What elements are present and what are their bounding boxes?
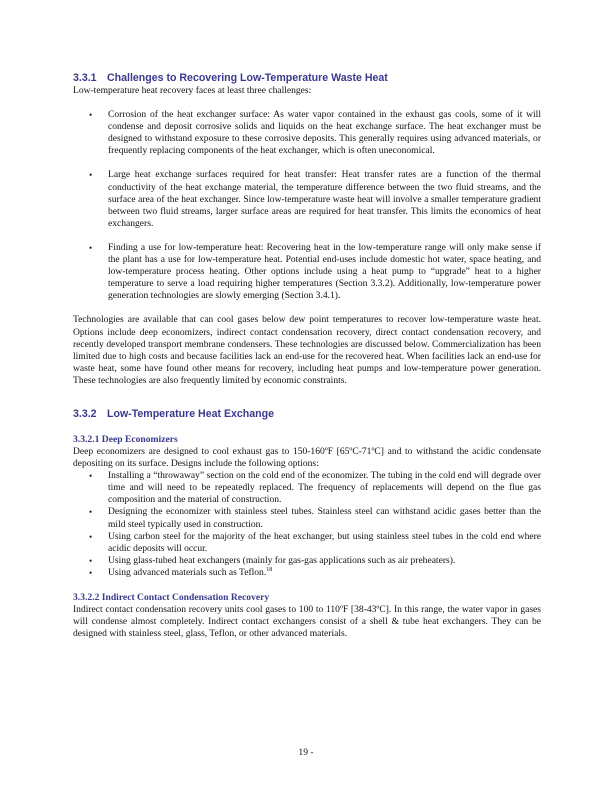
list-item-text: Corrosion of the heat exchanger surface: As water vapor contained in the exhaust gas cools, some of it will condense and deposit corrosive solids and liquids on the heat exchange surface. The heat exchanger must be designed to withstand exposure to these corrosive deposits. This generally requires using advanced materials, or frequently replacing components of the heat exchanger, which is often uneconomical. xyxy=(108,109,541,157)
list-item xyxy=(73,506,541,530)
page-number: 19 - xyxy=(298,747,314,758)
bullet-icon: • xyxy=(89,170,93,181)
subsection-heading-deep-economizers: 3.3.2.1 Deep Economizers xyxy=(73,433,178,445)
list-item-text: Using advanced materials such as Teflon. xyxy=(108,566,267,578)
page-content xyxy=(73,70,541,640)
list-item xyxy=(73,109,541,157)
technologies-paragraph: Technologies are available that can cool gases below dew point temperatures to recover low-temperature waste heat. Options include deep economizers, indirect contact condensation recovery, direct contact condensation recovery, and recently developed transport membrane condensers. These technologies are discussed below. Commercialization has been limited due to high costs and because facilities lack an end-use for the recovered heat. When facilities lack an end-use for waste heat, some have found other means for recovery, including heat pumps and low-temperature power generation. These technologies are also frequently limited by economic constraints. xyxy=(73,314,541,386)
footnote-ref: 18 xyxy=(266,566,273,573)
list-item xyxy=(73,567,541,579)
section-title: Challenges to Recovering Low-Temperature Waste Heat xyxy=(107,72,388,84)
list-item-text: Designing the economizer with stainless steel tubes. Stainless steel can withstand acidic gases better than the mild steel typically used in construction. xyxy=(108,506,541,530)
list-item-text: Large heat exchange surfaces required for heat transfer: Heat transfer rates are a function of the thermal conductivity of the heat exchange material, the temperature difference between the two fluid streams, and the surface area of the heat exchanger. Since low-temperature waste heat will involve a smaller temperature gradient between two fluid streams, larger surface areas are required for heat transfer. This limits the economics of heat exchangers. xyxy=(108,169,541,229)
section-number: 3.3.2 xyxy=(73,407,97,420)
bullet-icon: • xyxy=(89,555,93,566)
list-item-text: Finding a use for low-temperature heat: Recovering heat in the low-temperature range will only make sense if the plant has a use for low-temperature heat. Potential end-uses include domestic hot water, space heating, and low-temperature process heating. Other options include using a heat pump to “upgrade” heat to a higher temperature to serve a load requiring higher temperatures (Section 3.3.2). Additionally, low-temperature power generation technologies are slowly emerging (Section 3.4.1). xyxy=(108,241,541,302)
bullet-icon: • xyxy=(89,567,93,578)
economizer-options-list xyxy=(73,470,541,579)
bullet-icon: • xyxy=(89,507,93,518)
section-number: 3.3.1 xyxy=(73,72,97,84)
list-item-text: Installing a “throwaway” section on the cold end of the economizer. The tubing in the cold end will degrade over time and will need to be repeatedly replaced. The frequency of replacements will depend on the flue gas composition and the material of construction. xyxy=(108,470,541,506)
section-heading-3-3-1 xyxy=(73,72,541,85)
bullet-icon: • xyxy=(89,110,93,121)
subsection-heading-indirect-contact: 3.3.2.2 Indirect Contact Condensation Recovery xyxy=(73,592,270,603)
bullet-icon: • xyxy=(89,531,93,542)
list-item xyxy=(73,531,541,555)
section-intro: Low-temperature heat recovery faces at least three challenges: xyxy=(73,85,312,96)
indirect-contact-paragraph: Indirect contact condensation recovery units cool gases to 100 to 110ºF [38-43ºC]. In this range, the water vapor in gases will condense almost completely. Indirect contact exchangers consist of a shell & tube heat exchangers. They can be designed with stainless steel, glass, Teflon, or other advanced materials. xyxy=(73,604,541,640)
challenges-list xyxy=(73,109,541,302)
list-item xyxy=(73,169,541,229)
section-heading-3-3-2 xyxy=(73,408,541,421)
list-item xyxy=(73,242,541,302)
bullet-icon: • xyxy=(89,242,93,253)
list-item xyxy=(73,555,541,567)
list-item xyxy=(73,470,541,506)
deep-economizers-paragraph: Deep economizers are designed to cool exhaust gas to 150-160ºF [65ºC-71ºC] and to withstand the acidic condensate depositing on its surface. Designs include the following options: xyxy=(73,445,541,470)
bullet-icon: • xyxy=(89,471,93,482)
section-title: Low-Temperature Heat Exchange xyxy=(107,407,274,420)
list-item-text: Using glass-tubed heat exchangers (mainly for gas-gas applications such as air preheaters). xyxy=(108,554,456,566)
list-item-text: Using carbon steel for the majority of the heat exchanger, but using stainless steel tubes in the cold end where acidic deposits will occur. xyxy=(108,530,541,554)
